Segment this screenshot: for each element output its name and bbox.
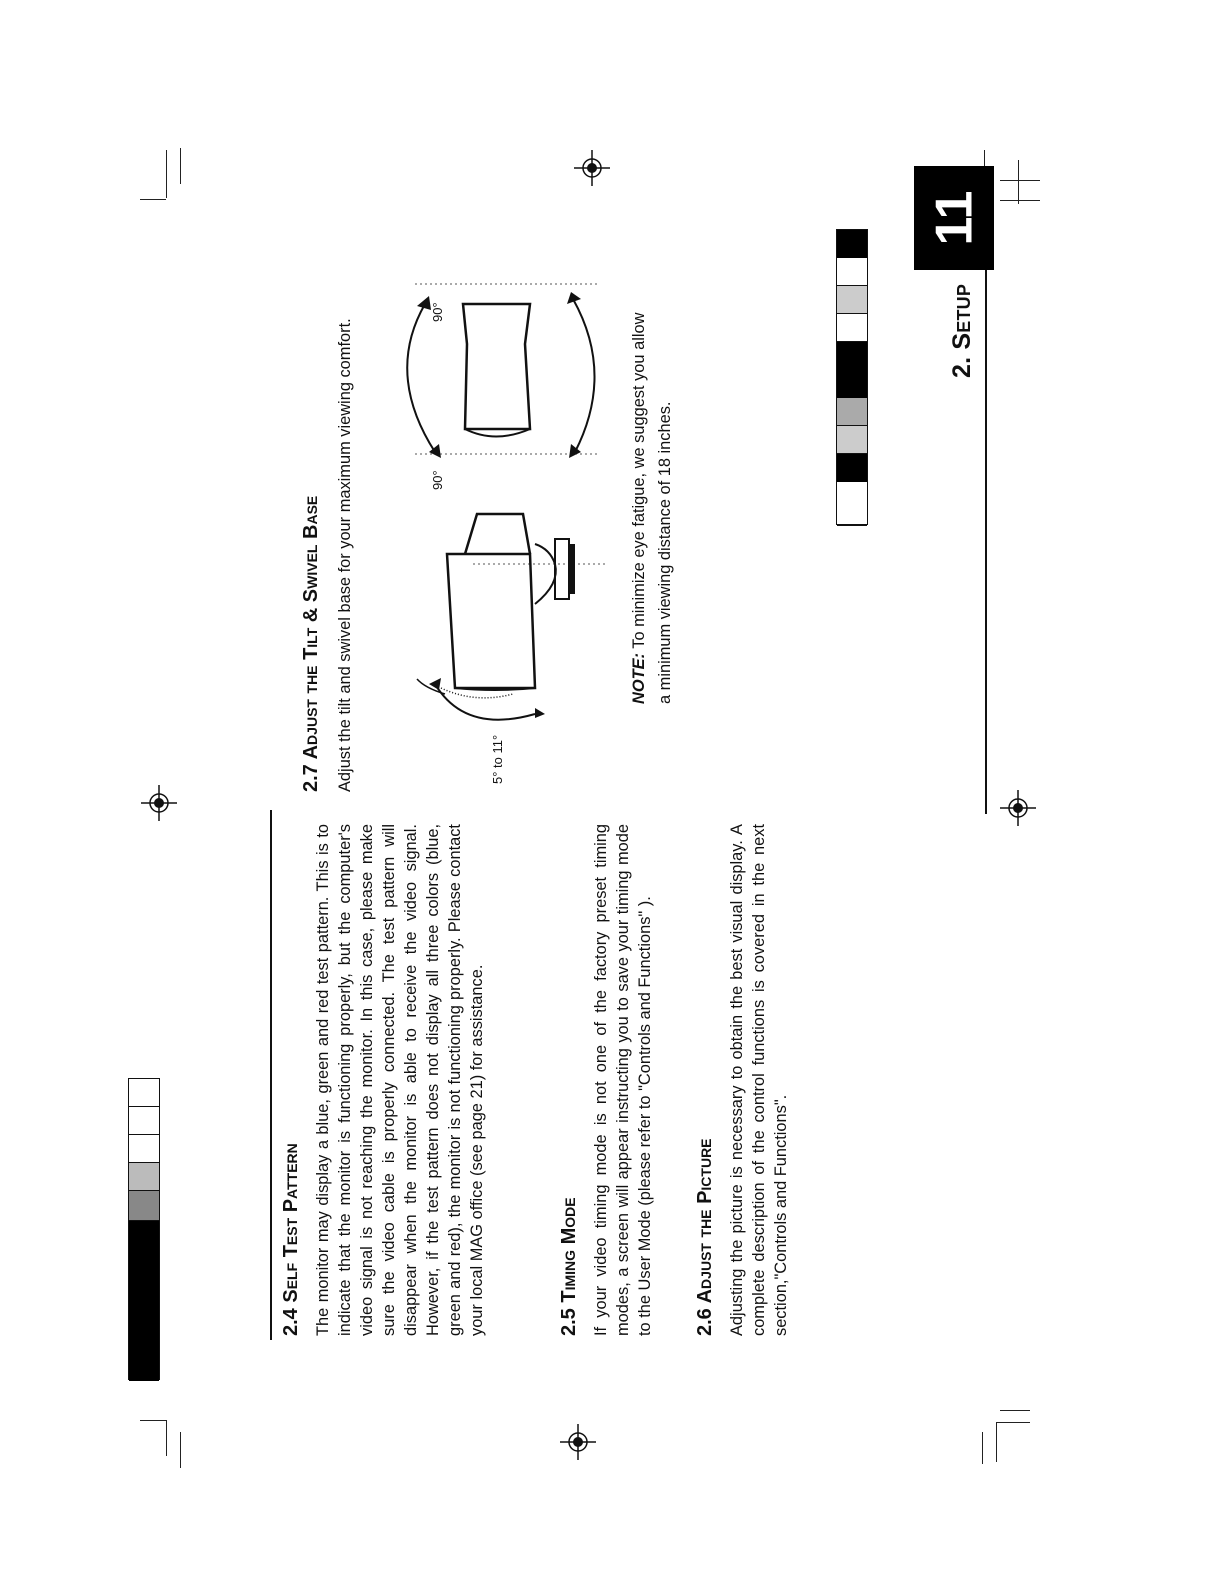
section-body-2-4: The monitor may display a blue, green and red test pattern. This is to indicate that the monitor is functioning properly, but the computer's video signal is not reaching the monitor. In this case, please make sure the video cable is properly connected. The test pattern will disappear when the monitor is able to receive the video signal. However, if the test pattern does not display all three colors (blue, green and red), the monitor is not functioning properly. Please contact your local MAG office (see page 21) for assistance. [314, 824, 486, 1336]
section-body-2-5: If your video timing mode is not one of the factory preset timing modes, a screen will appear instructing you to save your timing mode to the User Mode (please refer to "Controls and Functions" ). [592, 824, 654, 1336]
section-heading-2-4: 2.4 Self Test Pattern [280, 1143, 302, 1336]
section-header-rule [985, 240, 987, 814]
note-label: NOTE: [630, 653, 648, 704]
section-body-2-7: Adjust the tilt and swivel base for your maximum viewing comfort. [336, 318, 354, 792]
swivel-left-label: 90° [430, 470, 445, 490]
left-column-rule [270, 810, 272, 1340]
note-paragraph [626, 304, 678, 704]
section-body-2-6: Adjusting the picture is necessary to obtain the best visual display. A complete description of the control functions is covered in the next section,"Controls and Functions". [728, 824, 790, 1336]
swivel-right-label: 90° [430, 302, 445, 322]
tilt-swivel-diagram [395, 244, 615, 804]
section-heading-2-6: 2.6 Adjust the Picture [694, 1138, 716, 1336]
tilt-angle-label: 5° to 11° [490, 734, 505, 784]
section-header: 2. Setup [948, 283, 976, 378]
note-text: To minimize eye fatigue, we suggest you allow a minimum viewing distance of 18 inches. [630, 312, 674, 704]
page-number: 11 [924, 190, 983, 246]
page-number-tab [914, 166, 994, 270]
section-heading-2-5: 2.5 Timing Mode [558, 1197, 580, 1336]
section-heading-2-7: 2.7 Adjust the Tilt & Swivel Base [300, 495, 322, 792]
